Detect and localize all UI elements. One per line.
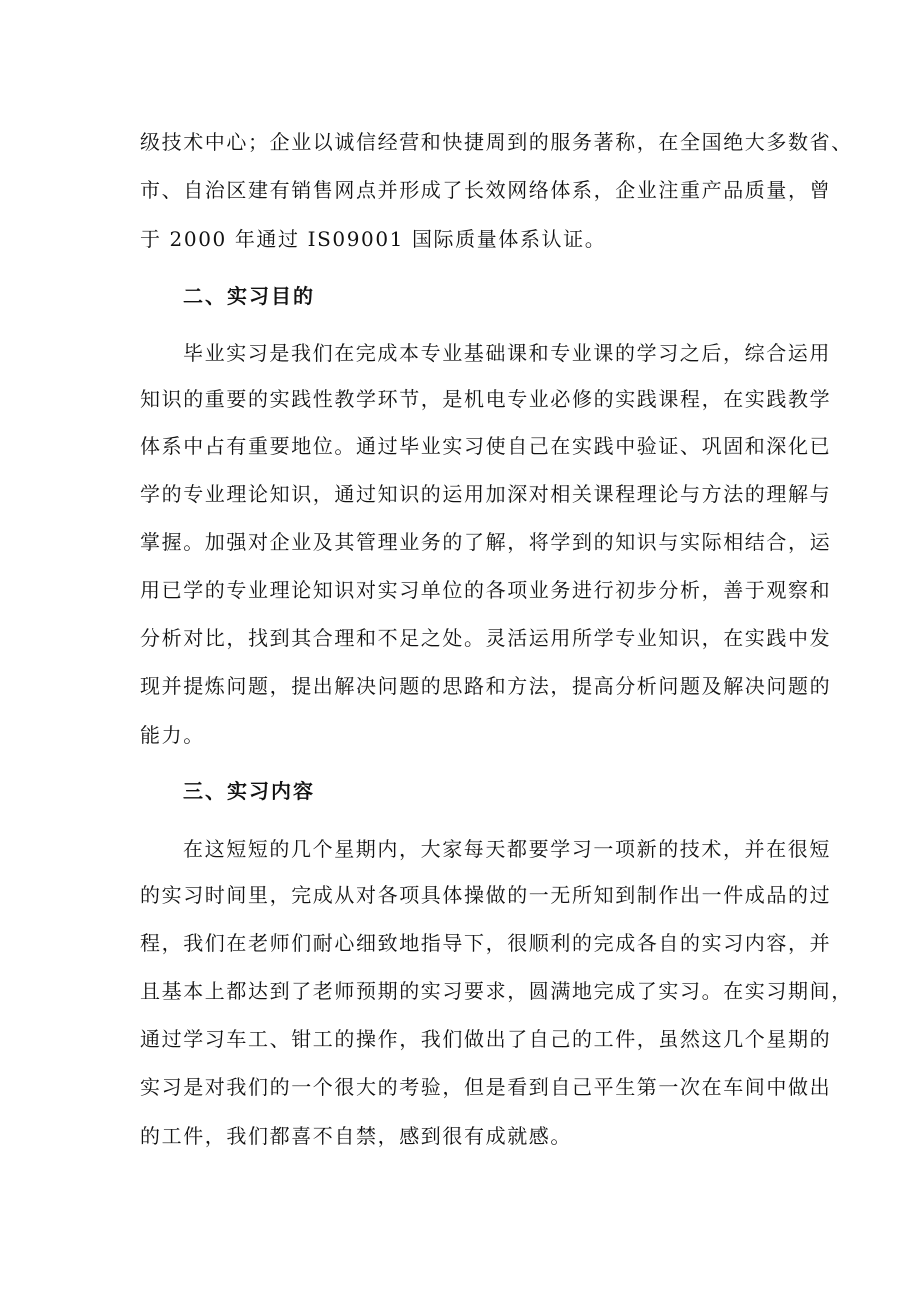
section2-line-2: 知识的重要的实践性教学环节，是机电专业必修的实践课程，在实践教学 bbox=[140, 387, 832, 411]
section3-line-4: 且基本上都达到了老师预期的实习要求，圆满地完成了实习。在实习期间， bbox=[140, 979, 853, 1003]
section3-heading: 三、实习内容 bbox=[183, 779, 315, 803]
section3-line-3: 程，我们在老师们耐心细致地指导下，很顺利的完成各自的实习内容，并 bbox=[140, 931, 832, 955]
section2-line-5: 掌握。加强对企业及其管理业务的了解，将学到的知识与实际相结合，运 bbox=[140, 530, 832, 554]
section2-line-7: 分析对比，找到其合理和不足之处。灵活运用所学专业知识，在实践中发 bbox=[140, 626, 832, 650]
section2-line-4: 学的专业理论知识，通过知识的运用加深对相关课程理论与方法的理解与 bbox=[140, 482, 832, 506]
section2-line-8: 现并提炼问题，提出解决问题的思路和方法，提高分析问题及解决问题的 bbox=[140, 674, 832, 698]
section2-line-6: 用已学的专业理论知识对实习单位的各项业务进行初步分析，善于观察和 bbox=[140, 578, 832, 602]
section2-line-9: 能力。 bbox=[140, 723, 205, 747]
intro-line-1: 级技术中心；企业以诚信经营和快捷周到的服务著称，在全国绝大多数省、 bbox=[140, 130, 853, 154]
section3-line-5: 通过学习车工、钳工的操作，我们做出了自己的工件，虽然这几个星期的 bbox=[140, 1027, 832, 1051]
section3-line-7: 的工件，我们都喜不自禁，感到很有成就感。 bbox=[140, 1124, 572, 1148]
intro-line-2: 市、自治区建有销售网点并形成了长效网络体系，企业注重产品质量，曾 bbox=[140, 178, 832, 202]
section3-line-1: 在这短短的几个星期内，大家每天都要学习一项新的技术，并在很短 bbox=[183, 837, 831, 861]
section3-line-2: 的实习时间里，完成从对各项具体操做的一无所知到制作出一件成品的过 bbox=[140, 883, 832, 907]
section2-line-1: 毕业实习是我们在完成本专业基础课和专业课的学习之后，综合运用 bbox=[183, 341, 831, 365]
intro-line-3: 于 2000 年通过 IS09001 国际质量体系认证。 bbox=[140, 227, 607, 251]
section3-line-6: 实习是对我们的一个很大的考验，但是看到自己平生第一次在车间中做出 bbox=[140, 1075, 832, 1099]
section2-line-3: 体系中占有重要地位。通过毕业实习使自己在实践中验证、巩固和深化已 bbox=[140, 434, 832, 458]
section2-heading: 二、实习目的 bbox=[183, 284, 315, 308]
